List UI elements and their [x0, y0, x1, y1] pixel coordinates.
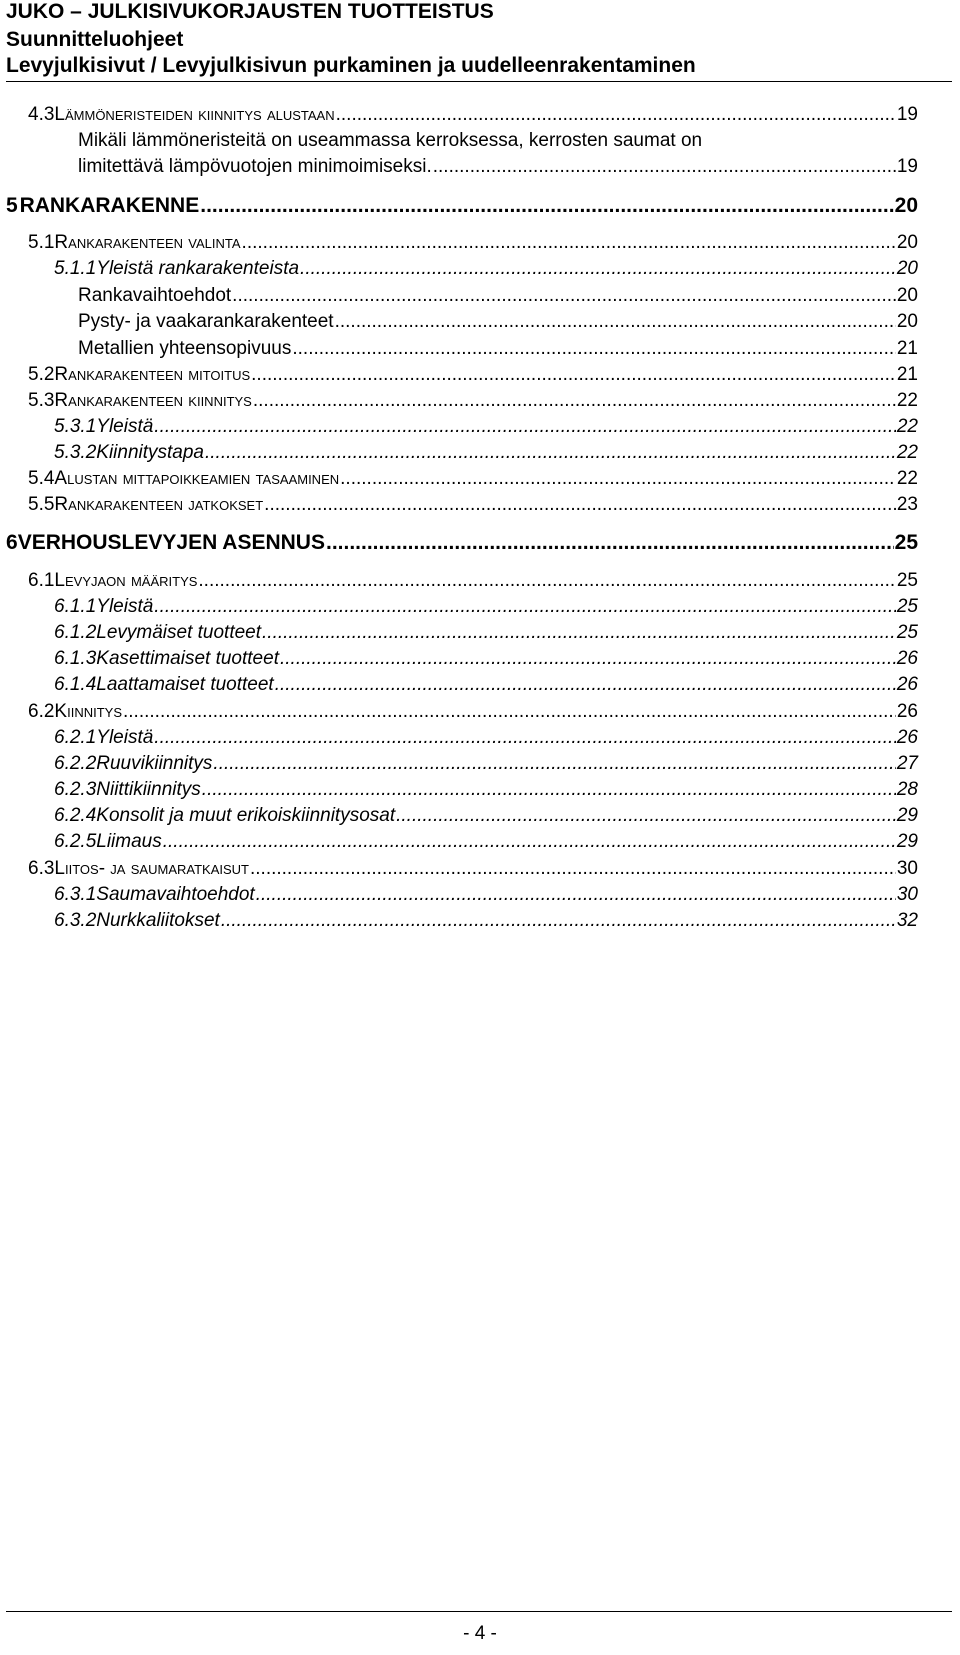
toc-title: Laattamaiset tuotteet	[96, 674, 274, 695]
header-section: Levyjulkisivut / Levyjulkisivun purkaminen ja uudelleenrakentaminen	[6, 54, 696, 77]
toc-leader	[221, 909, 896, 932]
toc-number: 6.2.4	[54, 805, 97, 826]
toc-title: Rankarakenteen jatkokset	[54, 494, 264, 515]
toc-entry-5-3[interactable]	[28, 389, 918, 413]
toc-title: Rankavaihtoehdot	[78, 285, 232, 306]
toc-entry-4-3[interactable]	[28, 103, 918, 127]
toc-title: Lämmöneristeiden kiinnitys alustaan	[54, 104, 335, 125]
toc-title: Yleistä rankarakenteista	[96, 258, 300, 279]
toc-title: Rankarakenteen mitoitus	[54, 364, 251, 385]
toc-leader	[340, 467, 896, 490]
toc-leader	[154, 595, 896, 618]
page-number: - 4 -	[463, 1623, 497, 1644]
toc-leader	[335, 310, 896, 333]
toc-leader	[202, 778, 896, 801]
toc-page: 21	[896, 338, 918, 359]
toc-title: Niittikiinnitys	[96, 779, 201, 800]
toc-leader	[213, 752, 895, 775]
toc-entry-6-3-1[interactable]	[54, 883, 918, 907]
toc-leader	[433, 155, 896, 178]
toc-number: 6.1.2	[54, 622, 97, 643]
toc-entry-5-5[interactable]	[28, 493, 918, 517]
toc-leader	[123, 700, 896, 723]
toc-entry-pysty-vaaka[interactable]	[78, 310, 918, 334]
toc-title: RANKARAKENNE	[19, 194, 200, 217]
toc-entry-6-2-4[interactable]	[54, 804, 918, 828]
toc-title: Liimaus	[96, 831, 162, 852]
toc-title: Levymäiset tuotteet	[96, 622, 262, 643]
toc-page: 21	[896, 364, 918, 385]
toc-page: 20	[896, 311, 918, 332]
toc-page: 25	[896, 570, 918, 591]
toc-entry-6[interactable]	[6, 531, 918, 556]
toc-title: Yleistä	[96, 727, 154, 748]
toc-leader	[242, 231, 896, 254]
toc-entry-6-1-2[interactable]	[54, 621, 918, 645]
toc-page: 19	[896, 156, 918, 177]
toc-page: 25	[896, 596, 918, 617]
toc-leader	[264, 493, 896, 516]
toc-page: 25	[896, 622, 918, 643]
toc-entry-limitettava[interactable]	[78, 155, 918, 179]
toc-entry-rankavaihtoehdot[interactable]	[78, 284, 918, 308]
toc-title: Kiinnitys	[54, 701, 122, 722]
toc-title: Levyjaon määritys	[54, 570, 198, 591]
toc-entry-5-1-1[interactable]	[54, 257, 918, 281]
toc-page: 29	[896, 831, 918, 852]
toc-number: 5.3.1	[54, 416, 97, 437]
toc-page: 22	[896, 416, 918, 437]
toc-number: 6.1.1	[54, 596, 97, 617]
toc-entry-5-3-2[interactable]	[54, 441, 918, 465]
toc-page: 27	[896, 753, 918, 774]
toc-leader	[205, 441, 896, 464]
toc-entry-6-2-5[interactable]	[54, 830, 918, 854]
header-title: JUKO – JULKISIVUKORJAUSTEN TUOTTEISTUS	[6, 0, 494, 23]
toc-page: 25	[894, 531, 918, 554]
toc-title: Rankarakenteen kiinnitys	[54, 390, 252, 411]
toc-number: 6	[6, 531, 18, 554]
toc-leader	[336, 103, 896, 126]
toc-number: 6.2.5	[54, 831, 97, 852]
toc-entry-5-4[interactable]	[28, 467, 918, 491]
toc-title: Metallien yhteensopivuus	[78, 338, 292, 359]
toc-title: VERHOUSLEVYJEN ASENNUS	[17, 531, 325, 554]
toc-title: Liitos- ja saumaratkaisut	[54, 858, 249, 879]
toc-entry-6-1-4[interactable]	[54, 673, 918, 697]
toc-entry-6-1-3[interactable]	[54, 647, 918, 671]
toc-number: 5.2	[28, 364, 55, 385]
toc-page: 22	[896, 390, 918, 411]
toc-number: 6.3.1	[54, 884, 97, 905]
toc-leader	[232, 284, 896, 307]
toc-entry-6-3[interactable]	[28, 857, 918, 881]
toc-entry-metallien[interactable]	[78, 337, 918, 361]
toc-page: 20	[896, 258, 918, 279]
toc-page: 20	[894, 194, 918, 217]
toc-title: Saumavaihtoehdot	[96, 884, 255, 905]
toc-title: Pysty- ja vaakarankarakenteet	[78, 311, 334, 332]
toc-entry-6-2[interactable]	[28, 700, 918, 724]
toc-number: 5.5	[28, 494, 55, 515]
toc-page: 26	[896, 648, 918, 669]
toc-leader	[198, 569, 895, 592]
toc-number: 6.1.3	[54, 648, 97, 669]
toc-entry-6-2-3[interactable]	[54, 778, 918, 802]
toc-number: 6.3	[28, 858, 55, 879]
toc-number: 5.4	[28, 468, 55, 489]
toc-entry-6-2-1[interactable]	[54, 726, 918, 750]
toc-leader	[154, 726, 896, 749]
toc-leader	[396, 804, 896, 827]
toc-number: 5	[6, 194, 18, 217]
toc-number: 5.3	[28, 390, 55, 411]
toc-title: Yleistä	[96, 596, 154, 617]
toc-leader	[256, 883, 896, 906]
toc-leader	[292, 337, 896, 360]
toc-page: 26	[896, 701, 918, 722]
toc-leader	[251, 363, 896, 386]
toc-number: 6.1	[28, 570, 55, 591]
toc-entry-5-1[interactable]	[28, 231, 918, 255]
toc-page: 23	[896, 494, 918, 515]
toc-number: 5.3.2	[54, 442, 97, 463]
toc-title: Alustan mittapoikkeamien tasaaminen	[54, 468, 340, 489]
toc-page: 30	[896, 858, 918, 879]
toc-title: limitettävä lämpövuotojen minimoimiseksi.	[78, 156, 432, 177]
toc-page: 32	[896, 910, 918, 931]
toc-title: Ruuvikiinnitys	[96, 753, 213, 774]
footer-divider	[6, 1611, 952, 1612]
toc-number: 6.3.2	[54, 910, 97, 931]
toc-entry-wrapped-line: Mikäli lämmöneristeitä on useammassa kerroksessa, kerrosten saumat on	[78, 130, 703, 151]
toc-number: 6.2.1	[54, 727, 97, 748]
toc-title: Yleistä	[96, 416, 154, 437]
toc-page: 19	[896, 104, 918, 125]
toc-leader	[275, 673, 896, 696]
toc-page: 28	[896, 779, 918, 800]
toc-title: Konsolit ja muut erikoiskiinnitysosat	[96, 805, 396, 826]
toc-leader	[300, 257, 896, 280]
toc-leader	[253, 389, 896, 412]
toc-entry-6-3-2[interactable]	[54, 909, 918, 933]
toc-leader	[280, 647, 896, 670]
toc-leader	[200, 194, 893, 219]
toc-title: Rankarakenteen valinta	[54, 232, 241, 253]
toc-number: 4.3	[28, 104, 55, 125]
toc-page: 26	[896, 674, 918, 695]
toc-entry-5[interactable]	[6, 194, 918, 219]
toc-title: Kasettimaiset tuotteet	[96, 648, 279, 669]
toc-number: 5.1.1	[54, 258, 97, 279]
toc-page: 22	[896, 442, 918, 463]
toc-leader	[250, 857, 896, 880]
toc-entry-6-2-2[interactable]	[54, 752, 918, 776]
toc-page: 29	[896, 805, 918, 826]
toc-page: 30	[896, 884, 918, 905]
toc-leader	[262, 621, 896, 644]
toc-number: 6.2.2	[54, 753, 97, 774]
toc-entry-6-1-1[interactable]	[54, 595, 918, 619]
toc-page: 20	[896, 232, 918, 253]
toc-page: 26	[896, 727, 918, 748]
toc-page: 20	[896, 285, 918, 306]
toc-title: Kiinnitystapa	[96, 442, 204, 463]
toc-number: 6.2.3	[54, 779, 97, 800]
toc-number: 6.2	[28, 701, 55, 722]
toc-number: 6.1.4	[54, 674, 97, 695]
toc-number: 5.1	[28, 232, 55, 253]
document-header	[6, 0, 952, 82]
toc-leader	[154, 415, 896, 438]
header-subtitle: Suunnitteluohjeet	[6, 28, 184, 51]
toc-leader	[163, 830, 896, 853]
toc-entry-6-1[interactable]	[28, 569, 918, 593]
toc-title: Nurkkaliitokset	[96, 910, 220, 931]
toc-entry-5-2[interactable]	[28, 363, 918, 387]
toc-leader	[326, 531, 894, 556]
toc-entry-5-3-1[interactable]	[54, 415, 918, 439]
toc-page: 22	[896, 468, 918, 489]
